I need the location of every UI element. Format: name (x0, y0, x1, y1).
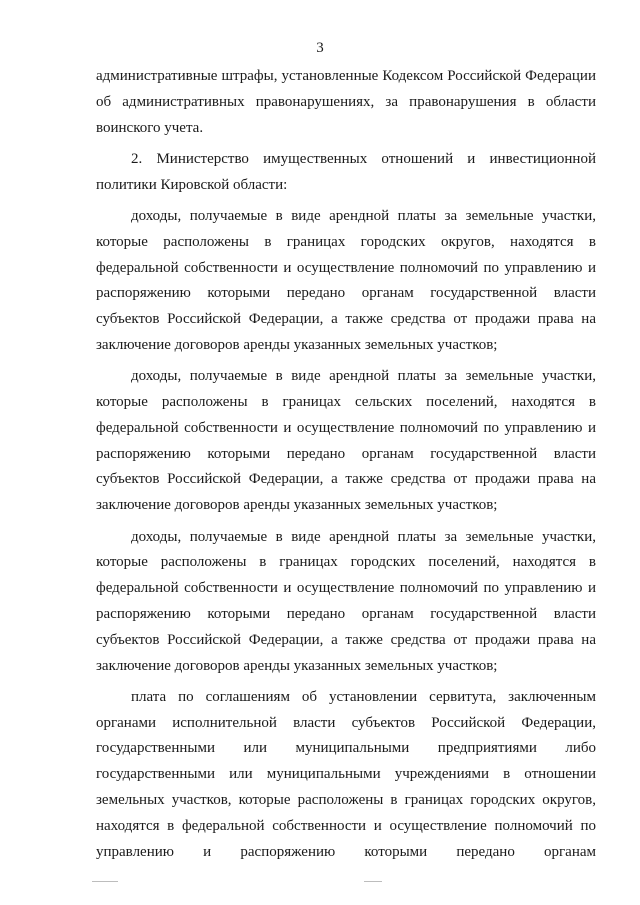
paragraph-rent-city-districts: доходы, получаемые в виде арендной платы за земельные участки, которые расположены в границах городских округов, находятся в федеральной собственности и осуществление полномочий по управлению и распоряжению которыми передано органам государственной власти субъектов Российской Федерации, а также средства от продажи права на заключение договоров аренды указанных земельных участков; (96, 207, 596, 353)
paragraph-rent-rural-settlements: доходы, получаемые в виде арендной платы за земельные участки, которые расположены в границах сельских поселений, находятся в федеральной собственности и осуществление полномочий по управлению и распоряжению которыми передано органам государственной власти субъектов Российской Федерации, а также средства от продажи права на заключение договоров аренды указанных земельных участков; (96, 368, 596, 514)
paragraph-ministry-heading: 2. Министерство имущественных отношений и инвестиционной политики Кировской области: (96, 150, 596, 193)
scan-mark-center (364, 881, 382, 882)
document-body (96, 64, 596, 865)
page-number: 3 (316, 40, 324, 56)
paragraph-admin-fines: административные штрафы, установленные Кодексом Российской Федерации об административных правонарушениях, за правонарушения в области воинского учета. (96, 68, 596, 136)
paragraph-servitude-payment: плата по соглашениям об установлении сервитута, заключенным органами исполнительной власти субъектов Российской Федерации, государственными или муниципальными предприятиями либо государственными или муниципальными учреждениями в отношении земельных участков, которые расположены в границах городских округов, находятся в федеральной собственности и осуществление полномочий по управлению и распоряжению которыми передано органам (96, 688, 596, 860)
paragraph-rent-urban-settlements: доходы, получаемые в виде арендной платы за земельные участки, которые расположены в границах городских поселений, находятся в федеральной собственности и осуществление полномочий по управлению и распоряжению которыми передано органам государственной власти субъектов Российской Федерации, а также средства от продажи права на заключение договоров аренды указанных земельных участков; (96, 528, 596, 674)
scan-mark-left (92, 881, 118, 882)
